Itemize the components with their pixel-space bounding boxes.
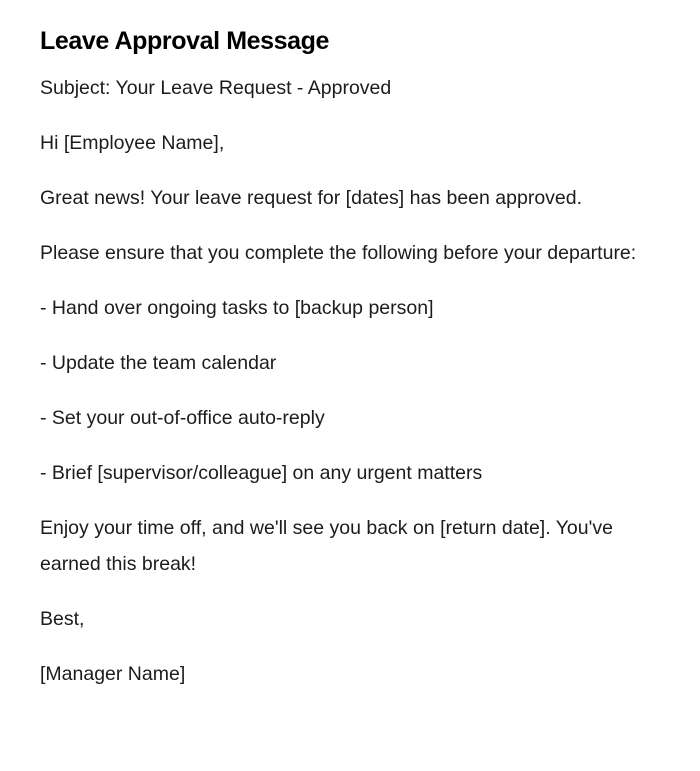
closing-paragraph: Enjoy your time off, and we'll see you back on [return date]. You've earned this break! [40, 517, 613, 575]
task-item-handover: - Hand over ongoing tasks to [backup person] [40, 297, 434, 319]
subject-line: Subject: Your Leave Request - Approved [40, 77, 392, 99]
signoff: Best, [40, 608, 85, 630]
message-body [40, 70, 660, 692]
task-item-brief: - Brief [supervisor/colleague] on any urgent matters [40, 462, 483, 484]
document-title: Leave Approval Message [40, 27, 330, 55]
instructions-paragraph: Please ensure that you complete the following before your departure: [40, 242, 637, 264]
intro-paragraph: Great news! Your leave request for [dates] has been approved. [40, 187, 583, 209]
task-item-calendar: - Update the team calendar [40, 352, 277, 374]
signature: [Manager Name] [40, 663, 186, 685]
greeting: Hi [Employee Name], [40, 132, 225, 154]
task-item-auto-reply: - Set your out-of-office auto-reply [40, 407, 325, 429]
